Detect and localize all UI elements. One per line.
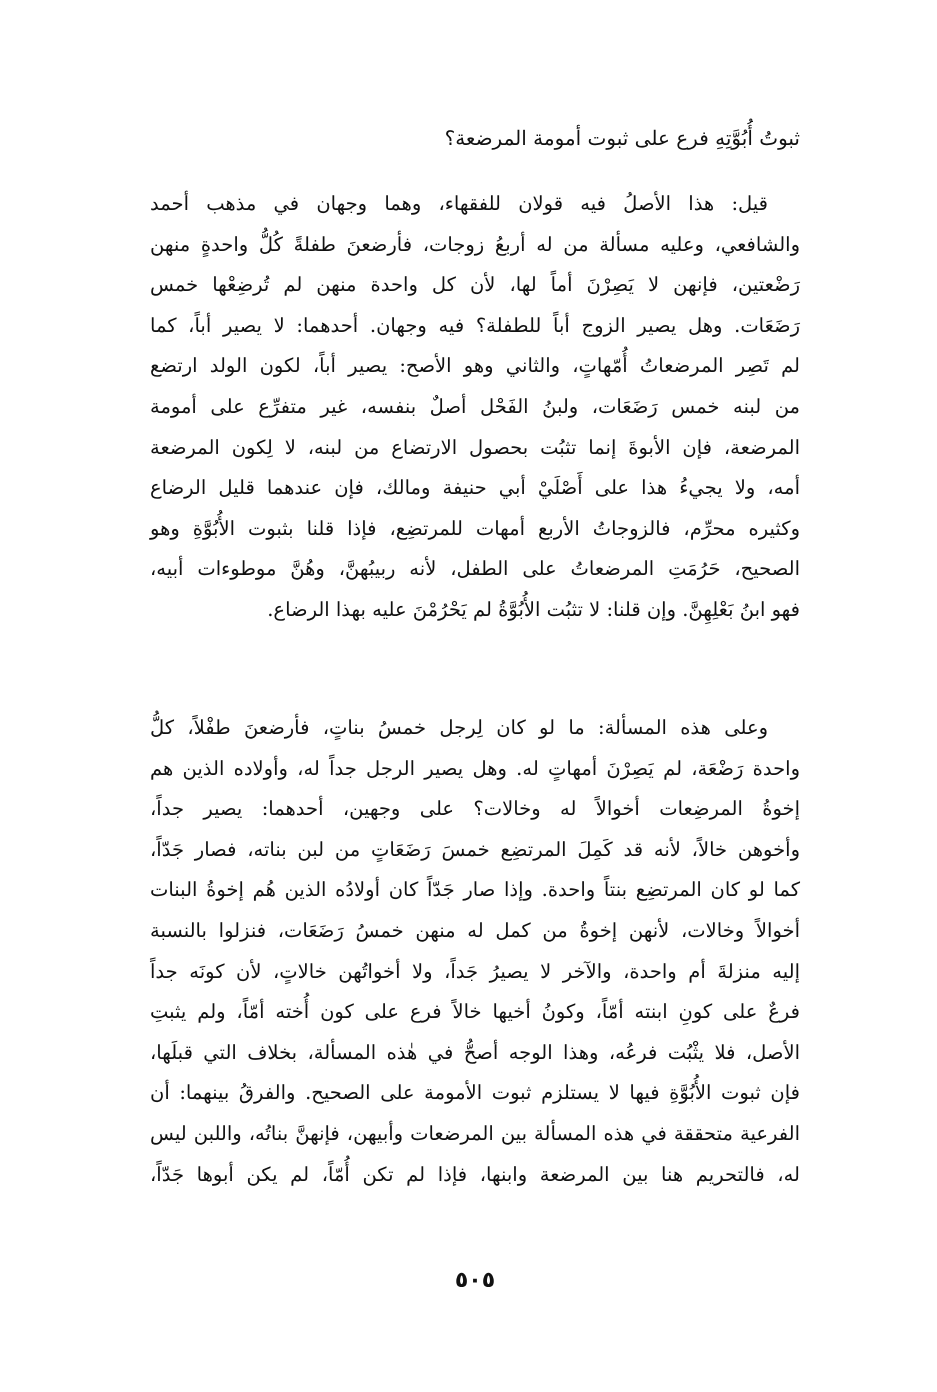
text-line: المرضعة، فإن الأبوةَ إنما تثبُت بحصول الارتضاع من لبنه، لا لِكون المرضعة [150, 435, 800, 459]
paragraph-2 [150, 708, 800, 1195]
text-line: من لبنه خمس رَضَعَات، ولبنُ الفَحْل أصلٌ بنفسه، غير متفرِّع على أمومة [150, 394, 800, 418]
text-line: الفرعية متحققة في هذه المسألة بين المرضعات وأبيهن، فإنهنَّ بناتُه، واللبن ليس [150, 1121, 800, 1145]
text-line: لم تَصِر المرضعاتُ أُمّهاتٍ، والثاني وهو الأصح: يصير أباً، لكون الولد ارتضع [150, 354, 800, 378]
text-line: فهو ابنُ بَعْلِهِنَّ. وإن قلنا: لا تثبُت الأُبُوَّةُ لم يَحْرُمْنَ عليه بهذا الرضاع. [267, 597, 800, 621]
document-page [150, 0, 800, 1392]
text-line: وكثيره محرِّم، فالزوجاتُ الأربع أمهات للمرتضِع، فإذا قلنا بثبوت الأُبُوَّةِ وهو [150, 516, 800, 540]
text-line: قيل: هذا الأصلُ فيه قولان للفقهاء، وهما وجهان في مذهب أحمد [150, 192, 768, 215]
text-line: رَضْعتين، فإنهن لا يَصِرْنَ أماً لها، لأن كل واحدة منهن لم تُرضِعْها خمس [150, 273, 800, 297]
text-line: وأخوهن خالاً، لأنه قد كَمِلَ المرتضِع خمسَ رَضَعَاتٍ من لبن بناته، فصار جَدّاً، [150, 837, 800, 861]
text-line: أخوالاً وخالات، لأنهن إخوةُ من كمل له منهن خمسُ رَضَعَات، فنزلوا بالنسبة [150, 918, 800, 942]
paragraph-1 [150, 184, 800, 631]
text-line: أمه، ولا يجيءُ هذا على أَصْلَيْ أبي حنيفة ومالك، فإن عندهما قليل الرضاع [150, 476, 800, 500]
text-line: والشافعي، وعليه مسألة من له أربعُ زوجات، فأرضعنَ طفلةً كُلُّ واحدةٍ منهن [150, 232, 800, 256]
text-line: فرعٌ على كونِ ابنته أمّاً، وكونُ أخيها خالاً فرع على كون أُخته أمّاً، ولم يثبتِ [150, 1000, 800, 1024]
text-line: واحدة رَضْعَة، لم يَصِرْنَ أمهاتٍ له. وهل يصير الرجل جداً له، وأولاده الذين هم [150, 756, 800, 780]
text-line: إخوةُ المرضِعات أخوالاً له وخالات؟ على وجهين، أحدهما: يصير جداً، [150, 797, 800, 821]
text-line: وعلى هذه المسألة: ما لو كان لِرجل خمسُ بناتٍ، فأرضعنَ طفْلاً، كلُّ [150, 716, 768, 739]
section-heading: ثبوتُ أُبُوَّتِهِ فرع على ثبوت أمومة المرضعة؟ [444, 126, 800, 150]
page-number: ٥٠٥ [454, 1268, 496, 1293]
text-line: له، فالتحريم هنا بين المرضعة وابنها، فإذا لم تكن أُمّاً، لم يكن أبوها جَدّاً، [150, 1162, 800, 1186]
text-line: كما لو كان المرتضِع بنتاً واحدة. وإذا صار جَدّاً كان أولادُه الذين هُم إخوةُ البنات [150, 878, 800, 902]
text-line: إليه منزلةَ أم واحدة، والآخر لا يصيرُ جَداً، ولا أخواتُهن خالاتٍ، لأن كونَه جداً [150, 959, 800, 983]
text-line: الصحيح، حَرُمَتِ المرضعاتُ على الطفل، لأنه ربيبُهنَّ، وهُنَّ موطوءات أبيه، [150, 557, 800, 581]
text-line: فإن ثبوت الأُبُوَّةِ فيها لا يستلزم ثبوت الأمومة على الصحيح. والفرقُ بينهما: أن [150, 1081, 800, 1105]
text-line: رَضَعَات. وهل يصير الزوج أباً للطفلة؟ فيه وجهان. أحدهما: لا يصير أباً، كما [150, 313, 800, 337]
text-line: الأصل، فلا يثْبُت فرعُه، وهذا الوجه أصحُّ في هٰذه المسألة، بخلاف التي قبلَها، [150, 1040, 800, 1064]
